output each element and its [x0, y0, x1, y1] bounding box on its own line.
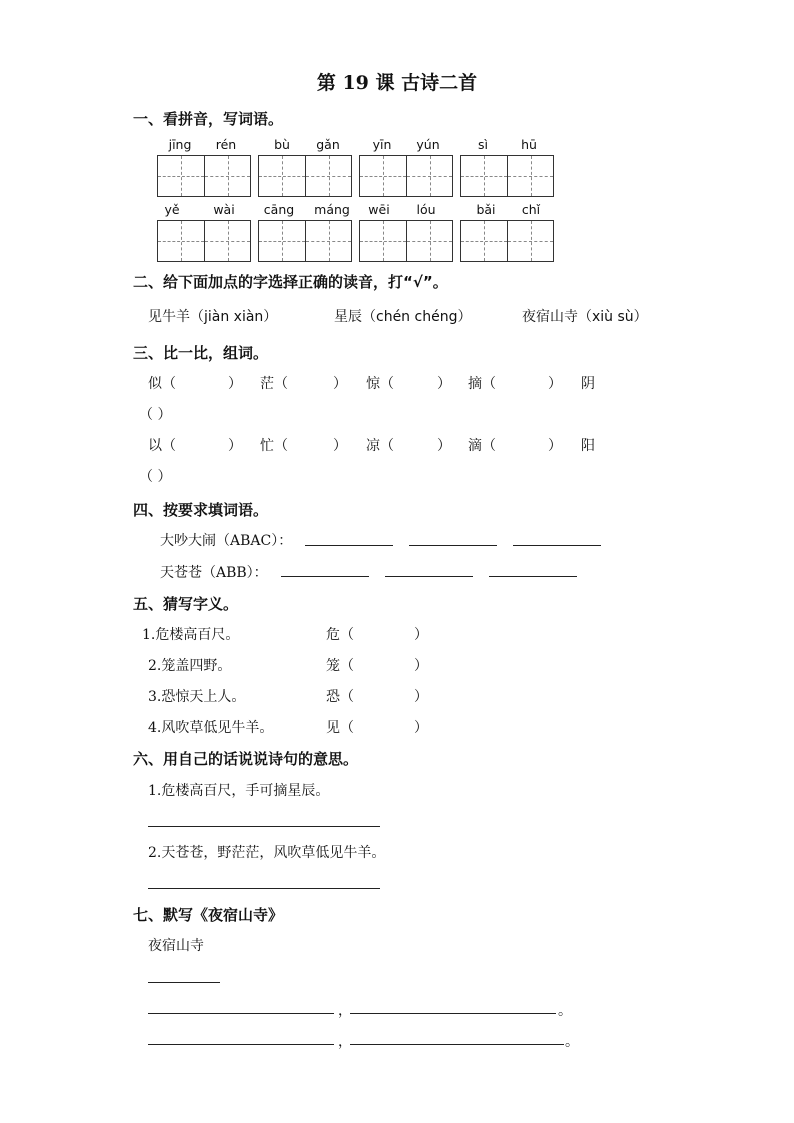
meaning-item: 2.笼盖四野。 — [148, 658, 232, 674]
compare-blank[interactable]: （ ） — [139, 407, 172, 423]
fill-prompt: 大吵大闹（ABAC）： — [160, 533, 293, 549]
poem-line[interactable] — [350, 1044, 564, 1045]
comma: ， — [338, 1034, 352, 1050]
writing-grid[interactable] — [258, 220, 352, 262]
compare-close: ） — [437, 376, 451, 392]
writing-grid[interactable] — [460, 155, 554, 197]
writing-grid[interactable] — [157, 220, 251, 262]
compare-close: ） — [228, 376, 242, 392]
section-5-heading: 五、猜写字义。 — [133, 595, 239, 613]
meaning-close: ） — [414, 627, 428, 643]
answer-line[interactable] — [281, 576, 369, 577]
compare-char: 似（ — [148, 376, 176, 392]
section-7-heading: 七、默写《夜宿山寺》 — [133, 906, 284, 924]
pinyin: jīng — [168, 137, 192, 152]
compare-char: 以（ — [148, 438, 176, 454]
pinyin: yún — [416, 137, 440, 152]
pinyin: wēi — [368, 202, 390, 217]
compare-close: ） — [333, 376, 347, 392]
compare-char: 阴 — [581, 376, 595, 392]
compare-char: 阳 — [581, 438, 595, 454]
pinyin: yīn — [372, 137, 392, 152]
meaning-close: ） — [414, 720, 428, 736]
compare-char: 滴（ — [468, 438, 496, 454]
pinyin: máng — [314, 202, 350, 217]
pinyin: wài — [213, 202, 235, 217]
answer-line[interactable] — [148, 826, 380, 827]
section-3-heading: 三、比一比，组词。 — [133, 344, 269, 362]
writing-grid[interactable] — [157, 155, 251, 197]
answer-line[interactable] — [513, 545, 601, 546]
pronunciation-item[interactable]: 见牛羊（jiàn xiàn） — [148, 309, 278, 325]
meaning-char[interactable]: 笼（ — [326, 658, 354, 674]
meaning-item: 4.风吹草低见牛羊。 — [148, 720, 274, 736]
writing-grid[interactable] — [359, 220, 453, 262]
poem-line[interactable] — [148, 1044, 334, 1045]
compare-close: ） — [437, 438, 451, 454]
period: 。 — [558, 1003, 572, 1019]
meaning-char[interactable]: 危（ — [326, 627, 354, 643]
pinyin: gǎn — [316, 137, 340, 152]
fill-prompt: 天苍苍（ABB）： — [160, 565, 268, 581]
pinyin: lóu — [416, 202, 436, 217]
compare-char: 凉（ — [366, 438, 394, 454]
pinyin: hū — [521, 137, 537, 152]
verse-item: 2.天苍苍，野茫茫，风吹草低见牛羊。 — [148, 845, 386, 861]
pinyin: bǎi — [476, 202, 496, 217]
meaning-item: 1.危楼高百尺。 — [142, 627, 240, 643]
comma: ， — [338, 1003, 352, 1019]
compare-blank[interactable]: （ ） — [139, 469, 172, 485]
period: 。 — [565, 1034, 579, 1050]
compare-close: ） — [548, 438, 562, 454]
answer-line[interactable] — [148, 888, 380, 889]
meaning-close: ） — [414, 658, 428, 674]
page-title: 第 19 课 古诗二首 — [316, 72, 478, 94]
compare-char: 茫（ — [260, 376, 288, 392]
compare-char: 忙（ — [260, 438, 288, 454]
meaning-close: ） — [414, 689, 428, 705]
section-2-heading: 二、给下面加点的字选择正确的读音，打“√”。 — [133, 273, 448, 291]
poem-line[interactable] — [350, 1013, 556, 1014]
pinyin: cāng — [263, 202, 295, 217]
compare-char: 摘（ — [468, 376, 496, 392]
section-1-heading: 一、看拼音，写词语。 — [133, 110, 284, 128]
compare-close: ） — [548, 376, 562, 392]
answer-line[interactable] — [385, 576, 473, 577]
answer-line[interactable] — [305, 545, 393, 546]
section-6-heading: 六、用自己的话说说诗句的意思。 — [133, 750, 359, 768]
meaning-char[interactable]: 见（ — [326, 720, 354, 736]
author-line[interactable] — [148, 982, 220, 983]
compare-char: 惊（ — [366, 376, 394, 392]
poem-line[interactable] — [148, 1013, 334, 1014]
meaning-char[interactable]: 恐（ — [326, 689, 354, 705]
verse-item: 1.危楼高百尺，手可摘星辰。 — [148, 783, 330, 799]
pronunciation-item[interactable]: 星辰（chén chéng） — [334, 309, 472, 325]
compare-close: ） — [228, 438, 242, 454]
meaning-item: 3.恐惊天上人。 — [148, 689, 246, 705]
pinyin: rén — [215, 137, 237, 152]
pinyin: bù — [274, 137, 290, 152]
answer-line[interactable] — [409, 545, 497, 546]
writing-grid[interactable] — [460, 220, 554, 262]
pinyin: sì — [478, 137, 488, 152]
compare-close: ） — [333, 438, 347, 454]
pronunciation-item[interactable]: 夜宿山寺（xiù sù） — [522, 309, 648, 325]
pinyin: yě — [164, 202, 180, 217]
poem-title: 夜宿山寺 — [148, 938, 204, 954]
pinyin: chǐ — [521, 202, 541, 217]
answer-line[interactable] — [489, 576, 577, 577]
writing-grid[interactable] — [359, 155, 453, 197]
writing-grid[interactable] — [258, 155, 352, 197]
section-4-heading: 四、按要求填词语。 — [133, 501, 269, 519]
